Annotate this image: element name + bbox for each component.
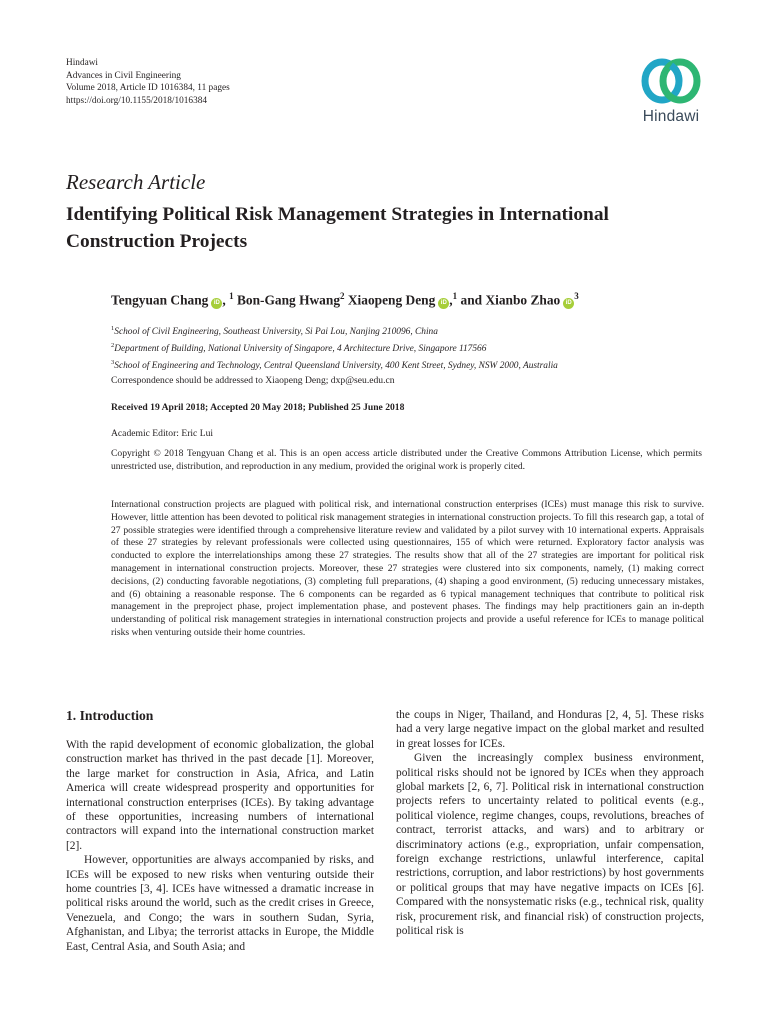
journal-meta (66, 57, 230, 107)
orcid-icon[interactable]: iD (563, 298, 574, 309)
affiliation-sup: 2 (111, 342, 115, 350)
doi-link[interactable]: https://doi.org/10.1155/2018/1016384 (66, 95, 208, 106)
affiliation-item (111, 322, 558, 339)
author-name[interactable]: Bon-Gang Hwang (236, 292, 341, 308)
affiliation-text: School of Civil Engineering, Southeast University, Si Pai Lou, Nanjing 210096, China (114, 327, 438, 338)
journal-name: Advances in Civil Engineering (66, 70, 181, 81)
section-heading: 1. Introduction (66, 708, 154, 723)
hindawi-rings-logo-icon (639, 56, 703, 106)
body-column-left (66, 738, 374, 954)
author-name[interactable]: Tengyuan Chang (111, 292, 209, 308)
author-separator: , (222, 292, 230, 308)
author-separator: and (457, 292, 486, 308)
author-list: Tengyuan Chang iD , $^1$ Bon-Gang Hwang$^2$ Xiaopeng Deng iD ,$^1$ and Xianbo Zhao $iD^3$ (111, 291, 579, 308)
author-name[interactable]: Xianbo Zhao (485, 292, 561, 308)
abstract: International construction projects are plagued with political risk, and international construction enterprises (ICEs) must manage this risk to survive. However, little attention has been devoted to political risk management strategies in international construction projects. To fill this research gap, a total of 27 possible strategies were identified through a comprehensive literature review and validated by a pilot survey with 10 international experts. Appraisals of these 27 strategies by relevant professionals were collected using questionnaires, 155 of which were returned. Exploratory factor analysis was conducted to explore the interrelationships among these 27 strategies. The results show that all of the 27 strategies are important for political risk management in international construction projects. Moreover, these 27 strategies were clustered into six components, namely, (1) making correct decisions, (2) conducting favorable negotiations, (3) completing full preparations, (4) shaping a good environment, (5) reducing unnecessary mistakes, and (6) obtaining a reasonable response. The 6 components can be regarded as 6 typical management techniques that contribute to political risk management in the preproject phase, project implementation phase, and postevent phases. The findings may help practitioners gain an in-depth understanding of political risk management strategies in international construction projects and provide a useful reference for ICEs to manage political risks when venturing outside their home countries. (111, 499, 704, 638)
affiliation-text: School of Engineering and Technology, Central Queensland University, 400 Kent Street, Sydney, NSW 2000, Australia (114, 361, 558, 372)
affiliation-sup: 3 (111, 359, 115, 367)
body-column-right (396, 708, 704, 939)
paper-title: Identifying Political Risk Management Strategies in International Construction Projects (66, 204, 609, 252)
affiliation-item (111, 356, 558, 373)
copyright-notice: Copyright © 2018 Tengyuan Chang et al. This is an open access article distributed under the Creative Commons Attribution License, which permits unrestricted use, distribution, and reproduction in any medium, provided the original work is properly cited. (111, 448, 702, 472)
publisher-name: Hindawi (66, 58, 99, 68)
author-affil-sup: 3 (574, 291, 579, 301)
hindawi-logo (632, 56, 710, 136)
author-affil-sup: 1 (229, 291, 234, 301)
logo-wordmark: Hindawi (642, 108, 700, 125)
publication-dates: Received 19 April 2018; Accepted 20 May 2018; Published 25 June 2018 (111, 402, 405, 413)
orcid-icon[interactable]: iD (438, 298, 449, 309)
affiliations (111, 322, 558, 373)
body-paragraph: However, opportunities are always accompanied by risks, and ICEs will be exposed to new risks when venturing outside their home countries [3, 4]. ICEs have witnessed a dramatic increase in political risks around the world, such as the credit crises in Greece, Venezuela, and Congo; the wars in southern Sudan, Syria, Afghanistan, and Libya; the terrorist attacks in Europe, the Middle East, Central Asia, and South Asia; and (66, 854, 374, 953)
correspondence: Correspondence should be addressed to Xiaopeng Deng; dxp@seu.edu.cn (111, 375, 395, 386)
orcid-icon[interactable]: iD (211, 298, 222, 309)
academic-editor: Academic Editor: Eric Lui (111, 428, 214, 439)
author-affil-sup: 1 (452, 291, 458, 301)
body-paragraph: With the rapid development of economic globalization, the global construction market has thrived in the past decade [1]. Moreover, the large market for construction in Asia, Africa, and Latin America will create widespread prosperity and opportunities for international construction enterprises (ICEs). By taking advantage of these opportunities, increasing numbers of international contractors will expand into the international construction market [2]. (66, 739, 374, 852)
author-affil-sup: 2 (340, 291, 345, 301)
author-name[interactable]: Xiaopeng Deng (347, 292, 436, 308)
volume-info: Volume 2018, Article ID 1016384, 11 pages (66, 83, 230, 93)
affiliation-text: Department of Building, National University of Singapore, 4 Architecture Drive, Singapore 117566 (114, 344, 487, 355)
body-paragraph: Given the increasingly complex business environment, political risks should not be ignored by ICEs when they approach global markets [2, 6, 7]. Political risk in international construction projects refers to uncertainty related to political events (e.g., political violence, regime changes, coups, revolutions, breaches of contract, terrorist attacks, and wars) and to arbitrary or discriminatory actions (e.g., expropriation, unfair compensation, foreign exchange restrictions, unlawful interference, capital restrictions, corruption, and labor restrictions) by host governments or political groups that may have negative impacts on ICEs [6]. Compared with the nonsystematic risks (e.g., technical risk, quality risk, procurement risk, and financial risk) of construction projects, political risk is (396, 752, 704, 938)
affiliation-item (111, 339, 558, 356)
body-paragraph: the coups in Niger, Thailand, and Honduras [2, 4, 5]. These risks had a very large negative impact on the global market and resulted in great losses for ICEs. (396, 709, 704, 750)
affiliation-sup: 1 (111, 325, 115, 332)
article-type: Research Article (66, 170, 206, 194)
